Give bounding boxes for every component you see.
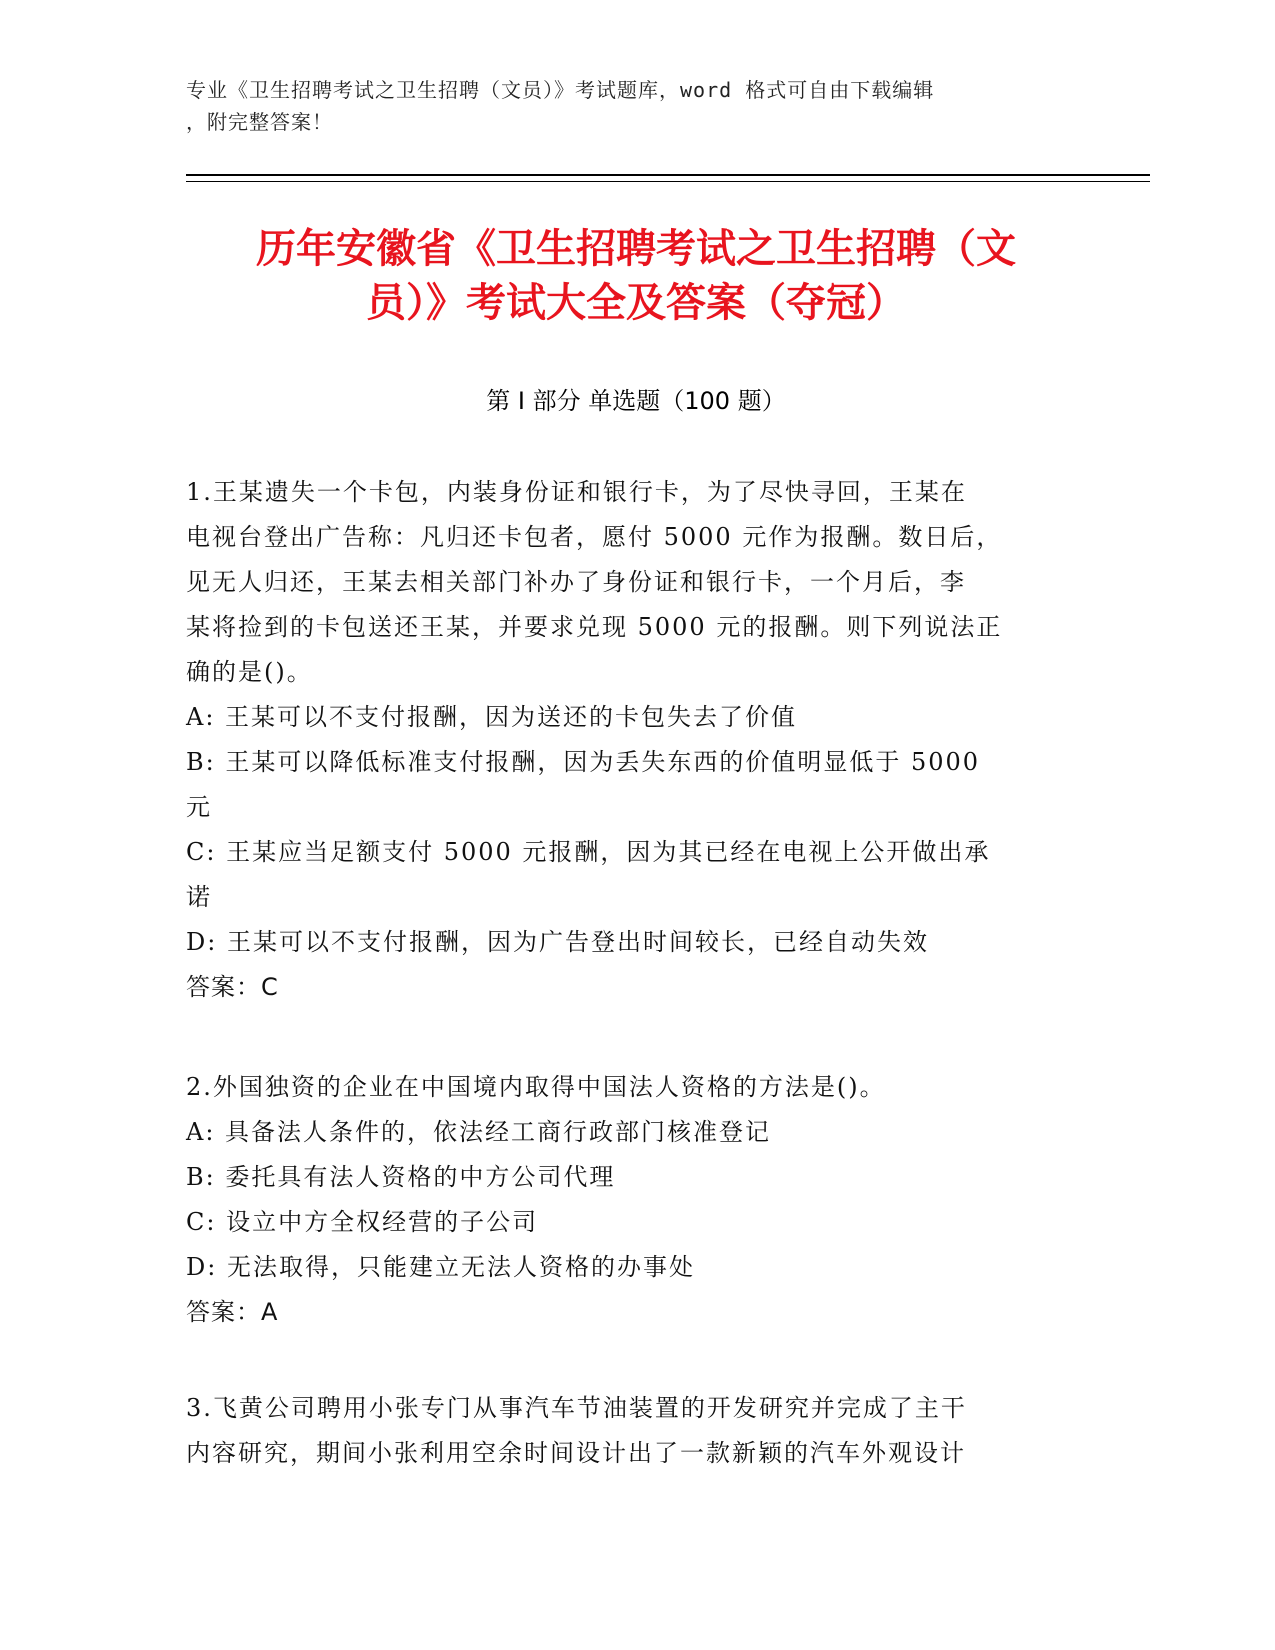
document-title (186, 222, 1086, 330)
option-c-continued: 诺 (186, 883, 212, 911)
header-divider-thin (186, 181, 1150, 182)
question-stem-line: 1.王某遗失一个卡包，内装身份证和银行卡，为了尽快寻回，王某在 (186, 478, 967, 506)
option-d: D: 王某可以不支付报酬，因为广告登出时间较长，已经自动失效 (186, 928, 929, 956)
answer-label: 答案：C (186, 973, 279, 1001)
question-stem-line: 电视台登出广告称：凡归还卡包者，愿付 5000 元作为报酬。数日后， (186, 523, 1003, 551)
option-d: D: 无法取得，只能建立无法人资格的办事处 (186, 1253, 695, 1281)
question-stem-line: 某将捡到的卡包送还王某，并要求兑现 5000 元的报酬。则下列说法正 (186, 613, 1003, 641)
question-stem-line: 3.飞黄公司聘用小张专门从事汽车节油装置的开发研究并完成了主干 (186, 1394, 967, 1422)
header-note-line: ，附完整答案！ (186, 110, 333, 134)
question-1 (186, 470, 1066, 1010)
section-heading: 第 I 部分 单选题（100 题） (486, 387, 786, 415)
question-stem-line: 见无人归还，王某去相关部门补办了身份证和银行卡，一个月后，李 (186, 568, 966, 596)
option-a: A: 具备法人条件的，依法经工商行政部门核准登记 (186, 1118, 772, 1146)
option-b-continued: 元 (186, 793, 212, 821)
question-stem-line: 确的是()。 (186, 658, 313, 686)
header-note-line: 专业《卫生招聘考试之卫生招聘（文员）》考试题库，word 格式可自由下载编辑 (186, 78, 935, 102)
document-title-line: 员）》考试大全及答案（夺冠） (366, 280, 906, 326)
option-b: B: 王某可以降低标准支付报酬，因为丢失东西的价值明显低于 5000 (186, 748, 981, 776)
option-b: B: 委托具有法人资格的中方公司代理 (186, 1163, 616, 1191)
header-note (186, 74, 1066, 138)
question-stem-line: 2.外国独资的企业在中国境内取得中国法人资格的方法是()。 (186, 1073, 886, 1101)
document-title-line: 历年安徽省《卫生招聘考试之卫生招聘（文 (256, 226, 1016, 272)
question-stem-line: 内容研究，期间小张利用空余时间设计出了一款新颖的汽车外观设计 (186, 1439, 966, 1467)
option-a: A: 王某可以不支付报酬，因为送还的卡包失去了价值 (186, 703, 798, 731)
question-3 (186, 1386, 1066, 1476)
option-c: C: 设立中方全权经营的子公司 (186, 1208, 539, 1236)
question-2 (186, 1065, 1066, 1335)
answer-label: 答案：A (186, 1298, 279, 1326)
header-divider-thick (186, 174, 1150, 176)
option-c: C: 王某应当足额支付 5000 元报酬，因为其已经在电视上公开做出承 (186, 838, 991, 866)
